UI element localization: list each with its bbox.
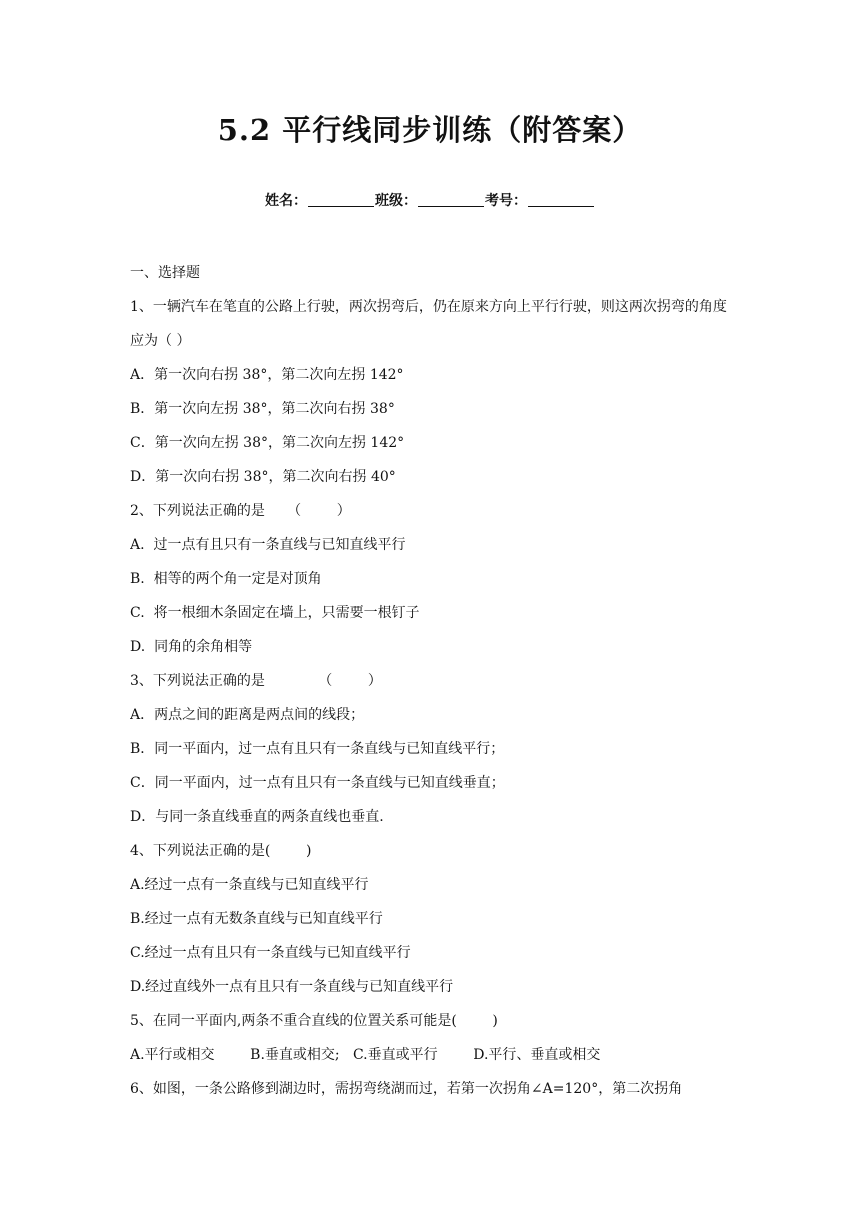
question-2-stem: 2、下列说法正确的是 （ ）	[130, 503, 351, 519]
section-heading: 一、选择题	[130, 265, 200, 281]
question-2-option-c: C. 将一根细木条固定在墙上，只需要一根钉子	[130, 605, 420, 621]
question-4-option-a: A.经过一点有一条直线与已知直线平行	[130, 877, 369, 893]
question-3-option-d: D．与同一条直线垂直的两条直线也垂直.	[130, 809, 384, 825]
document-title: 5.2 平行线同步训练（附答案）	[217, 113, 643, 147]
question-6-stem: 6、如图，一条公路修到湖边时，需拐弯绕湖而过，若第一次拐角∠A=120°，第二次拐角	[130, 1081, 683, 1097]
exam-label: 考号：	[485, 193, 527, 209]
question-1-option-c: C．第一次向左拐 38°，第二次向左拐 142°	[130, 435, 405, 451]
question-4-option-b: B.经过一点有无数条直线与已知直线平行	[130, 911, 383, 927]
question-5-options: A.平行或相交 B.垂直或相交; C.垂直或平行 D.平行、垂直或相交	[130, 1047, 601, 1063]
question-1-option-a: A．第一次向右拐 38°，第二次向左拐 142°	[130, 367, 404, 383]
question-3-option-b: B．同一平面内，过一点有且只有一条直线与已知直线平行；	[130, 741, 505, 757]
question-list	[130, 256, 730, 1106]
question-2-option-b: B. 相等的两个角一定是对顶角	[130, 571, 322, 587]
question-2-option-a: A. 过一点有且只有一条直线与已知直线平行	[130, 537, 406, 553]
student-info-line	[0, 190, 860, 210]
question-1-option-d: D．第一次向右拐 38°，第二次向右拐 40°	[130, 469, 396, 485]
name-label: 姓名：	[265, 193, 307, 209]
question-1-option-b: B．第一次向左拐 38°，第二次向右拐 38°	[130, 401, 395, 417]
class-label: 班级：	[375, 193, 417, 209]
question-3-option-a: A．两点之间的距离是两点间的线段；	[130, 707, 365, 723]
class-blank[interactable]	[418, 206, 484, 207]
question-3-option-c: C．同一平面内，过一点有且只有一条直线与已知直线垂直；	[130, 775, 505, 791]
question-3-stem: 3、下列说法正确的是 （ ）	[130, 673, 382, 689]
name-blank[interactable]	[308, 206, 374, 207]
question-4-option-d: D.经过直线外一点有且只有一条直线与已知直线平行	[130, 979, 454, 995]
question-4-stem: 4、下列说法正确的是( )	[130, 843, 312, 859]
question-1-stem: 1、一辆汽车在笔直的公路上行驶，两次拐弯后，仍在原来方向上平行行驶，则这两次拐弯的角度应为（ ）	[130, 299, 727, 349]
exam-blank[interactable]	[528, 206, 594, 207]
question-5-stem: 5、在同一平面内,两条不重合直线的位置关系可能是( )	[130, 1013, 498, 1029]
question-4-option-c: C.经过一点有且只有一条直线与已知直线平行	[130, 945, 411, 961]
question-2-option-d: D. 同角的余角相等	[130, 639, 253, 655]
